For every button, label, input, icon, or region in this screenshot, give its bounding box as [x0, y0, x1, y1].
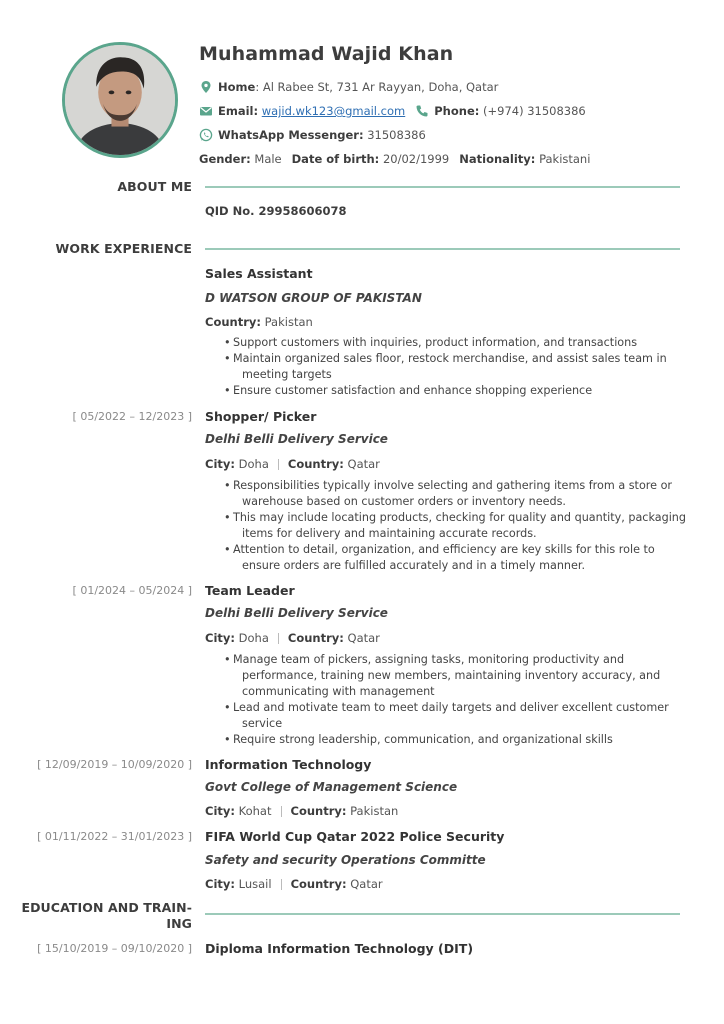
- country-value: Qatar: [347, 631, 380, 645]
- work-divider: [205, 248, 680, 250]
- nationality-value: Pakistani: [539, 152, 591, 166]
- work-section-title: WORK EXPERIENCE: [55, 241, 192, 256]
- country-value: Qatar: [350, 877, 383, 891]
- phone-value: (+974) 31508386: [483, 104, 586, 118]
- job-bullets: [224, 478, 686, 574]
- job-title: Team Leader: [205, 583, 295, 598]
- country-label: Country:: [287, 457, 344, 471]
- gender-label: Gender:: [199, 152, 251, 166]
- city-label: City:: [205, 457, 235, 471]
- phone-label: Phone:: [434, 104, 480, 118]
- city-value: Lusail: [238, 877, 272, 891]
- profile-photo: [62, 42, 178, 158]
- city-label: City:: [205, 804, 235, 818]
- city-value: Doha: [238, 631, 269, 645]
- country-label: Country:: [205, 315, 261, 329]
- whatsapp-icon: [199, 128, 213, 142]
- list-item: • Lead and motivate team to meet daily targets and deliver excellent customer service: [224, 700, 686, 732]
- job-location: [205, 315, 313, 329]
- job-date: [ 01/2024 – 05/2024 ]: [72, 584, 192, 597]
- phone-icon: [415, 104, 429, 118]
- about-section-title: ABOUT ME: [117, 179, 192, 194]
- job-location: [205, 457, 380, 471]
- job-title: Shopper/ Picker: [205, 409, 317, 424]
- whatsapp-line: [199, 128, 426, 142]
- list-item: • Attention to detail, organization, and efficiency are key skills for this role to ensure orders are fulfilled accurately and in a timely manner.: [224, 542, 686, 574]
- job-date: [ 05/2022 – 12/2023 ]: [72, 410, 192, 423]
- city-value: Kohat: [238, 804, 272, 818]
- city-value: Doha: [238, 457, 269, 471]
- whatsapp-label: WhatsApp Messenger:: [218, 128, 364, 142]
- personal-info-line: [199, 152, 590, 166]
- job-date: [ 01/11/2022 – 31/01/2023 ]: [37, 830, 192, 843]
- email-phone-line: [199, 104, 586, 118]
- dob-label: Date of birth:: [291, 152, 380, 166]
- country-label: Country:: [290, 804, 347, 818]
- profile-photo-image: [65, 45, 175, 155]
- job-location: [205, 631, 380, 645]
- email-label: Email:: [218, 104, 259, 118]
- job-org: Delhi Belli Delivery Service: [205, 606, 388, 620]
- job-bullets: [224, 335, 686, 399]
- about-divider: [205, 186, 680, 188]
- job-org: Delhi Belli Delivery Service: [205, 432, 388, 446]
- home-pin-icon: [199, 80, 213, 94]
- education-date: [ 15/10/2019 – 09/10/2020 ]: [37, 942, 192, 955]
- country-label: Country:: [290, 877, 347, 891]
- list-item: • Responsibilities typically involve selecting and gathering items from a store or warehouse based on customer orders or inventory needs.: [224, 478, 686, 510]
- list-item: • Ensure customer satisfaction and enhance shopping experience: [224, 383, 686, 399]
- list-item: • Maintain organized sales floor, restock merchandise, and assist sales team in meeting targets: [224, 351, 686, 383]
- dob-value: 20/02/1999: [382, 152, 450, 166]
- gender-value: Male: [254, 152, 282, 166]
- education-title: Diploma Information Technology (DIT): [205, 941, 474, 956]
- home-address: [199, 80, 498, 94]
- country-value: Pakistan: [264, 315, 313, 329]
- candidate-name: Muhammad Wajid Khan: [199, 43, 454, 65]
- job-title: FIFA World Cup Qatar 2022 Police Security: [205, 829, 505, 844]
- job-bullets: [224, 652, 686, 748]
- education-section-title: EDUCATION AND TRAIN- ING: [21, 900, 192, 931]
- country-value: Qatar: [347, 457, 380, 471]
- job-org: D WATSON GROUP OF PAKISTAN: [205, 291, 422, 305]
- job-org: Govt College of Management Science: [205, 780, 458, 794]
- list-item: • Support customers with inquiries, product information, and transactions: [224, 335, 686, 351]
- nationality-label: Nationality:: [459, 152, 536, 166]
- email-link[interactable]: wajid.wk123@gmail.com: [261, 104, 406, 118]
- home-value: : Al Rabee St, 731 Ar Rayyan, Doha, Qatar: [255, 80, 499, 94]
- job-location: [205, 877, 383, 891]
- qid-text: QID No. 29958606078: [205, 204, 347, 218]
- education-divider: [205, 913, 680, 915]
- job-title: Sales Assistant: [205, 266, 313, 281]
- list-item: • This may include locating products, checking for quality and quantity, packaging items for delivery and maintaining accurate records.: [224, 510, 686, 542]
- city-label: City:: [205, 631, 235, 645]
- country-label: Country:: [287, 631, 344, 645]
- email-icon: [199, 104, 213, 118]
- home-label: Home: [218, 80, 256, 94]
- job-org: Safety and security Operations Committe: [205, 853, 486, 867]
- country-value: Pakistan: [350, 804, 399, 818]
- job-title: Information Technology: [205, 757, 372, 772]
- job-location: [205, 804, 398, 818]
- list-item: • Require strong leadership, communication, and organizational skills: [224, 732, 686, 748]
- city-label: City:: [205, 877, 235, 891]
- whatsapp-value: 31508386: [367, 128, 426, 142]
- job-date: [ 12/09/2019 – 10/09/2020 ]: [37, 758, 192, 771]
- list-item: • Manage team of pickers, assigning tasks, monitoring productivity and performance, training new members, maintaining inventory accuracy, and communicating with management: [224, 652, 686, 700]
